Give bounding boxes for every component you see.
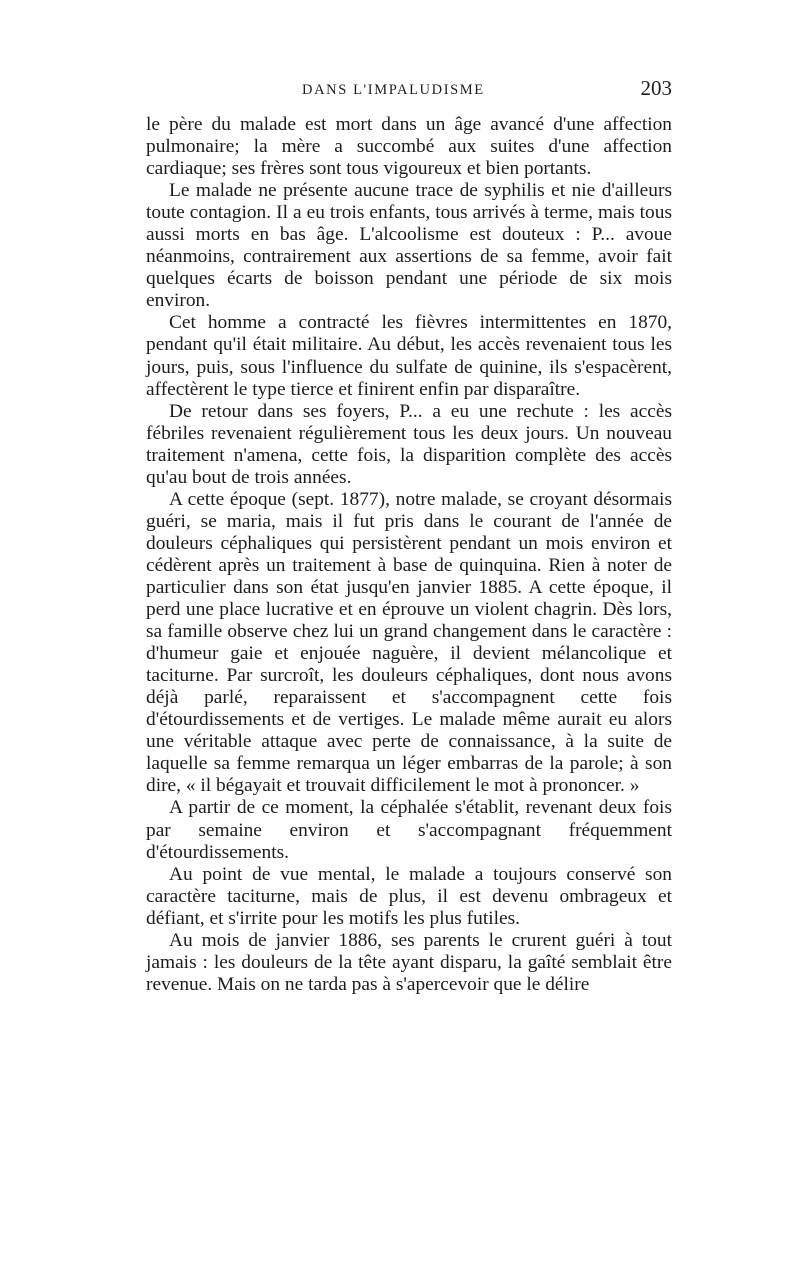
paragraph-cephalalgia: A partir de ce moment, la céphalée s'établit, revenant deux fois par semaine environ et s'accompagnant fréquemment d'étourdissements. — [146, 797, 672, 863]
paragraph-relapse: De retour dans ses foyers, P... a eu une rechute : les accès fébriles revenaient régulièrement tous les deux jours. Un nouveau traitement n'amena, cette fois, la disparition complète des accès qu'au bout de trois années. — [146, 400, 672, 488]
paragraph-intermittent-fevers: Cet homme a contracté les fièvres intermittentes en 1870, pendant qu'il était militaire. Au début, les accès revenaient tous les jours, puis, sous l'influence du sulfate de quinine, ils s'espacèrent, affectèrent le type tierce et finirent enfin par disparaître. — [146, 312, 672, 400]
running-title: DANS L'IMPALUDISME — [302, 82, 485, 98]
paragraph-syphilis-alcoholism: Le malade ne présente aucune trace de syphilis et nie d'ailleurs toute contagion. Il a eu trois enfants, tous arrivés à terme, mais tous aussi morts en bas âge. L'alcoolisme est douteux : P... avoue néanmoins, contrairement aux assertions de sa femme, avoir fait quelques écarts de boisson pendant une période de six mois environ. — [146, 180, 672, 312]
page-number: 203 — [640, 76, 672, 100]
paragraph-marriage-headaches: A cette époque (sept. 1877), notre malade, se croyant désormais guéri, se maria, mais il fut pris dans le courant de l'année de douleurs céphaliques qui persistèrent pendant un mois environ et cédèrent après un traitement à base de quinquina. Rien à noter de particulier dans son état jusqu'en janvier 1885. A cette époque, il perd une place lucrative et en éprouve un violent chagrin. Dès lors, sa famille observe chez lui un grand changement dans le caractère : d'humeur gaie et enjouée naguère, il devient mélancolique et taciturne. Par surcroît, les douleurs céphaliques, dont nous avons déjà parlé, reparaissent et s'accompagnent cette fois d'étourdissements et de vertiges. Le malade même aurait eu alors une véritable attaque avec perte de connaissance, à la suite de laquelle sa femme remarqua un léger embarras de la parole; à son dire, « il bégayait et trouvait difficilement le mot à prononcer. » — [146, 488, 672, 797]
paragraph-january-1886: Au mois de janvier 1886, ses parents le crurent guéri à tout jamais : les douleurs de la tête ayant disparu, la gaîté semblait être revenue. Mais on ne tarda pas à s'apercevoir que le délire — [146, 929, 672, 995]
body-text — [146, 114, 672, 996]
running-header — [0, 76, 800, 110]
paragraph-mental-state: Au point de vue mental, le malade a toujours conservé son caractère taciturne, mais de plus, il est devenu ombrageux et défiant, et s'irrite pour les motifs les plus futiles. — [146, 863, 672, 929]
paragraph-family-history: le père du malade est mort dans un âge avancé d'une affection pulmonaire; la mère a succombé aux suites d'une affection cardiaque; ses frères sont tous vigoureux et bien portants. — [146, 114, 672, 180]
